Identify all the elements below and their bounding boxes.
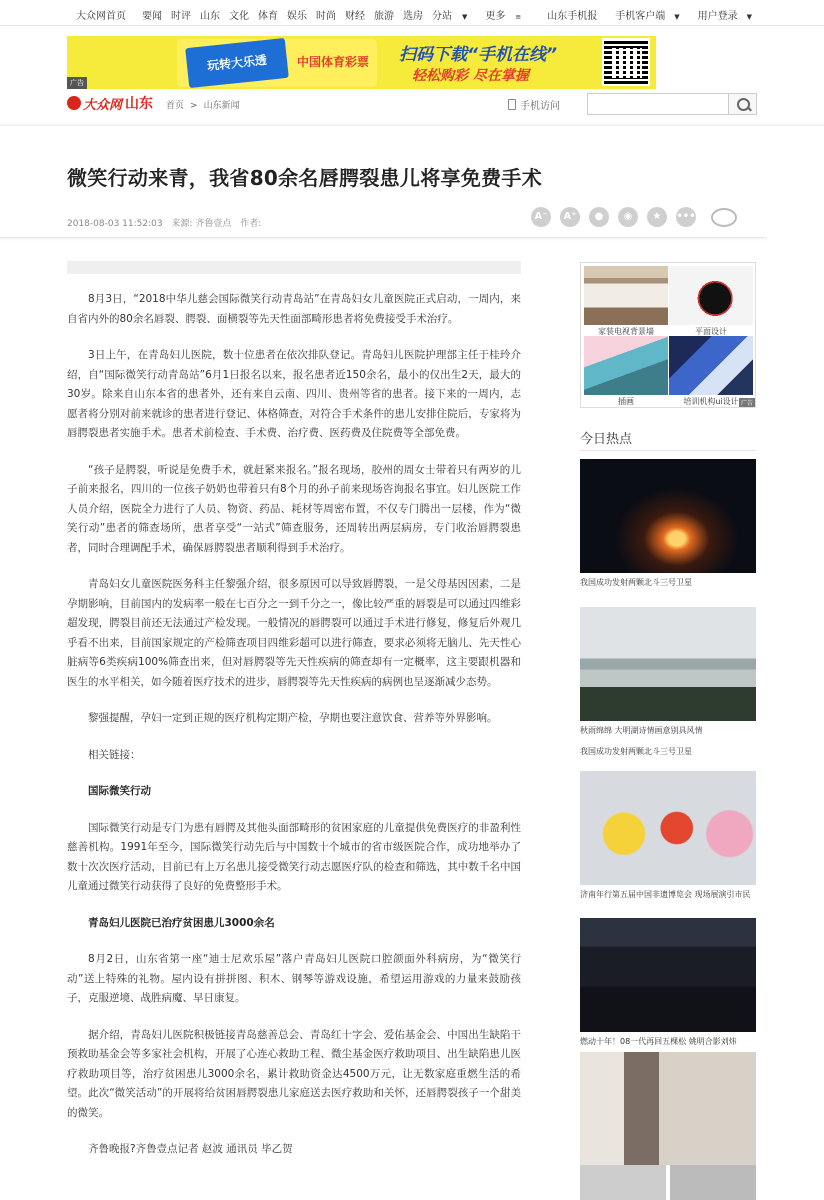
- banner-badge2: 中国体育彩票: [297, 55, 370, 69]
- search-button[interactable]: [728, 94, 756, 114]
- menu-icon: ≡: [515, 13, 522, 21]
- phone-icon: [508, 99, 516, 110]
- hot-news-caption: 秋雨绵绵 大明湖诗情画意别具风情: [580, 726, 703, 735]
- nav-item[interactable]: 选房: [403, 11, 423, 22]
- nav-dropdown-label: 更多: [485, 11, 506, 22]
- hot-news-text-link[interactable]: 我国成功发射两颗北斗三号卫星: [580, 747, 692, 756]
- graphic-design-image: [669, 266, 753, 325]
- article-paragraph: 青岛妇女儿童医院医务科主任黎强介绍，很多原因可以导致唇腭裂，一是父母基因因素，二是孕期影响，目前国内的发病率一般在七百分之一到千分之一，像比较严重的唇裂是可以通过四维彩超发现，腭裂目前还无法通过产检发现。一般情况的唇腭裂可以通过手术进行修复，修复后外观几乎看不出来，目前国家规定的产检筛查项目四维彩超可以进行筛查，要求必须将无脑儿、先天性心脏病等6类疾病100%筛查出来，但对唇腭裂等先天性疾病的筛查却有一定概率，这主要跟机器和医生的水平相关，如今随着医疗技术的进步，唇腭裂等先天性疾病的病例也呈逐渐减少态势。: [67, 578, 521, 688]
- nav-dropdown-label: 分站: [432, 11, 452, 22]
- logo-brand: 大众网: [83, 97, 123, 113]
- user-login-link[interactable]: [689, 7, 752, 22]
- nav-home-link[interactable]: 大众网首页: [76, 11, 126, 22]
- basketball-event-image: [580, 918, 756, 1032]
- top-nav-left: [76, 7, 539, 22]
- article-body: [67, 290, 521, 1177]
- caret-down-icon: ▼: [674, 13, 680, 21]
- hot-news-caption: 燃动十年！08一代再回五棵松 姚明合影刘炜: [580, 1037, 737, 1046]
- article-toolbar: [531, 207, 744, 227]
- hot-news-item[interactable]: [580, 771, 756, 900]
- sidebar-ad-item[interactable]: [584, 266, 668, 337]
- meta-shadow: [0, 238, 767, 241]
- logo-region: 山东: [125, 96, 154, 112]
- article-paragraph: 3日上午，在青岛妇儿医院，数十位患者在依次排队登记。青岛妇儿医院护理部主任于桂玲介绍，自“国际微笑行动青岛站”6月1日报名以来，报名患者近150余名，最小的仅出生2天，最大的30岁。除来自山东本省的患者外，还有来自云南、四川、贵州等省的患者。接下来的一周内，志愿者将分别对前来就诊的患者进行登记、体格筛查，对符合手术条件的患儿安排住院后，专家将为唇腭裂患者实施手术。患者术前检查、手术费、治疗费、医药费及住院费等全部免费。: [67, 349, 521, 439]
- banner-headline: 扫码下载“手机在线”: [399, 45, 557, 65]
- hot-news-item[interactable]: [580, 1165, 756, 1200]
- sidebar-ad-caption: 插画: [618, 397, 634, 406]
- article-subheading: 青岛妇儿医院已治疗贫困患儿3000余名: [88, 916, 275, 929]
- living-room-image: [584, 266, 668, 325]
- breadcrumb-separator: >: [190, 101, 198, 111]
- article-title: 微笑行动来青，我省80余名唇腭裂患儿将享免费手术: [67, 166, 543, 190]
- top-nav-right: [538, 7, 752, 22]
- qr-code-icon: [602, 38, 650, 86]
- mobile-paper-link[interactable]: 山东手机报: [547, 11, 598, 22]
- article-paragraph: 据介绍，青岛妇儿医院积极链接青岛慈善总会、青岛红十字会、爱佑基金会、中国出生缺陷干预救助基金会等多家社会机构，开展了心连心救助工程、微尘基金医疗救助项目、出生缺陷患儿医疗救助项目等，治疗贫困患儿3000余名，累计救助资金达4500万元，让无数家庭重燃生活的希望。此次“微笑活动”的开展将给贫困唇腭裂患儿家庭送去医疗救助和关怀，还唇腭裂孩子一个甜美的微笑。: [67, 1028, 521, 1119]
- sidebar-ad-item[interactable]: [584, 336, 668, 407]
- nav-item[interactable]: 旅游: [374, 11, 394, 22]
- nav-dropdown-more[interactable]: [485, 7, 530, 22]
- hot-news-caption: 我国成功发射两颗北斗三号卫星: [580, 578, 692, 587]
- mobile-client-link[interactable]: [606, 7, 679, 22]
- mobile-visit-link[interactable]: [508, 97, 560, 112]
- clay-tiger-image: [580, 771, 756, 885]
- search-box: [587, 93, 757, 115]
- caret-down-icon: ▼: [746, 13, 752, 21]
- hot-news-caption: 济南年行第五届中国非遗博览会 现场展演引市民: [580, 890, 751, 899]
- illustration-image: [584, 336, 668, 395]
- wechat-share-icon[interactable]: ●: [589, 207, 609, 227]
- breadcrumb: [166, 98, 240, 111]
- sidebar-ad-item[interactable]: [669, 336, 753, 407]
- nav-item[interactable]: 财经: [345, 11, 365, 22]
- lake-scene-image: [580, 607, 756, 721]
- breadcrumb-section[interactable]: 山东新闻: [203, 101, 240, 111]
- more-share-icon[interactable]: •••: [676, 207, 696, 227]
- nav-item[interactable]: 时评: [171, 11, 191, 22]
- article-placeholder-bar: [67, 261, 521, 274]
- comment-icon[interactable]: [709, 207, 735, 227]
- article-byline: 齐鲁晚报?齐鲁壹点记者 赵波 通讯员 毕乙贺: [88, 1143, 293, 1155]
- ad-label: 广告: [67, 77, 87, 89]
- site-logo[interactable]: [67, 93, 153, 113]
- banner-ad[interactable]: [67, 36, 656, 89]
- ui-design-image: [669, 336, 753, 395]
- article-meta: [67, 216, 267, 229]
- article-paragraph: 国际微笑行动是专门为患有唇腭及其他头面部畸形的贫困家庭的儿童提供免费医疗的非盈利性慈善机构。1991年至今，国际微笑行动先后与中国数十个城市的省市级医院合作，成功地举办了数十次次医疗活动，目前已有上万名患儿接受微笑行动志愿医疗队的检查和筛选，其中数千名中国儿童通过微笑行动获得了良好的免费整形手术。: [67, 821, 521, 892]
- hot-news-divider: [580, 450, 756, 451]
- ad-label: 广告: [740, 400, 753, 407]
- mobile-visit-label: 手机访问: [520, 101, 560, 112]
- mobile-client-label: 手机客户端: [615, 11, 666, 22]
- nav-item[interactable]: 娱乐: [287, 11, 307, 22]
- rocket-launch-image: [580, 459, 756, 573]
- sidebar-ad-caption: 家装电视背景墙: [598, 327, 654, 336]
- hot-news-item[interactable]: [580, 459, 756, 588]
- nav-item[interactable]: 时尚: [316, 11, 336, 22]
- sidebar-ad-grid: [580, 262, 756, 408]
- article-paragraph: 黎强提醒，孕妇一定到正规的医疗机构定期产检，孕期也要注意饮食、营养等外界影响。: [88, 712, 498, 724]
- banner-badge: 玩转大乐透: [185, 38, 289, 88]
- article-author: 作者:: [240, 219, 262, 229]
- article-paragraph: 相关链接：: [88, 748, 141, 761]
- search-input[interactable]: [588, 94, 728, 114]
- hot-news-title: 今日热点: [580, 432, 633, 447]
- header-divider: [0, 124, 824, 126]
- hot-news-item[interactable]: [580, 918, 756, 1047]
- font-smaller-icon[interactable]: A⁻: [531, 207, 551, 227]
- banner-subline: 轻松购彩 尽在掌握: [412, 68, 529, 84]
- sidebar-ad-caption: 培训机构ui设计: [683, 397, 739, 406]
- hot-news-item[interactable]: [580, 1052, 756, 1181]
- favorite-star-icon[interactable]: ★: [647, 207, 667, 227]
- sidebar-ad-caption: 平面设计: [695, 327, 727, 336]
- weibo-share-icon[interactable]: ◉: [618, 207, 638, 227]
- nav-item[interactable]: 山东: [200, 11, 220, 22]
- article-paragraph: 8月3日，“2018中华儿慈会国际微笑行动青岛站”在青岛妇女儿童医院正式启动，一周内，来自省内外的80余名唇裂、腭裂、面横裂等先天性面部畸形患者将免费接受手术治疗。: [67, 293, 521, 325]
- banner-lottery-graphic: [177, 39, 377, 87]
- hot-news-image: [580, 1165, 756, 1200]
- top-nav: [0, 0, 824, 26]
- sidebar-ad-item[interactable]: [669, 266, 753, 337]
- nav-dropdown-branches[interactable]: [432, 7, 476, 22]
- nav-item[interactable]: 要闻: [142, 11, 162, 22]
- breadcrumb-home[interactable]: 首页: [166, 101, 185, 111]
- article-subheading: 国际微笑行动: [88, 785, 151, 797]
- article-paragraph: “孩子是腭裂，听说是免费手术，就赶紧来报名。”报名现场，胶州的周女士带着只有两岁的儿子前来报名，四川的一位孩子奶奶也带着只有8个月的孙子前来现场咨询报名事宜。妇儿医院工作人员介绍，医院全力进行了人员、物资、药品、耗材等周密布置，不仅专门腾出一层楼，作为“微笑行动”患者的筛查场所，患者享受“一站式”筛查服务，还周转出两层病房，专门收治唇腭裂患者，同时合理调配手术，确保唇腭裂患者顺利得到手术治疗。: [67, 463, 521, 554]
- caret-down-icon: ▼: [462, 13, 468, 21]
- nav-item[interactable]: 体育: [258, 11, 278, 22]
- user-login-label: 用户登录: [697, 11, 738, 22]
- nav-item[interactable]: 文化: [229, 11, 249, 22]
- article-source: 来源: 齐鲁壹点: [171, 219, 232, 229]
- logo-mark-icon: [67, 96, 81, 110]
- article-paragraph: 8月2日，山东省第一座“迪士尼欢乐屋”落户青岛妇儿医院口腔颌面外科病房，为“微笑行动”送上特殊的礼物。屋内设有拼拼图、积木、钢琴等游戏设施，希望运用游戏的力量来鼓励孩子，克服逆境、战胜病魔、早日康复。: [67, 953, 521, 1004]
- logo-row: [67, 93, 757, 115]
- hot-news-item[interactable]: [580, 607, 756, 736]
- fashion-cover-image: [580, 1052, 756, 1166]
- font-larger-icon[interactable]: A⁺: [560, 207, 580, 227]
- article-time: 2018-08-03 11:52:03: [67, 219, 163, 229]
